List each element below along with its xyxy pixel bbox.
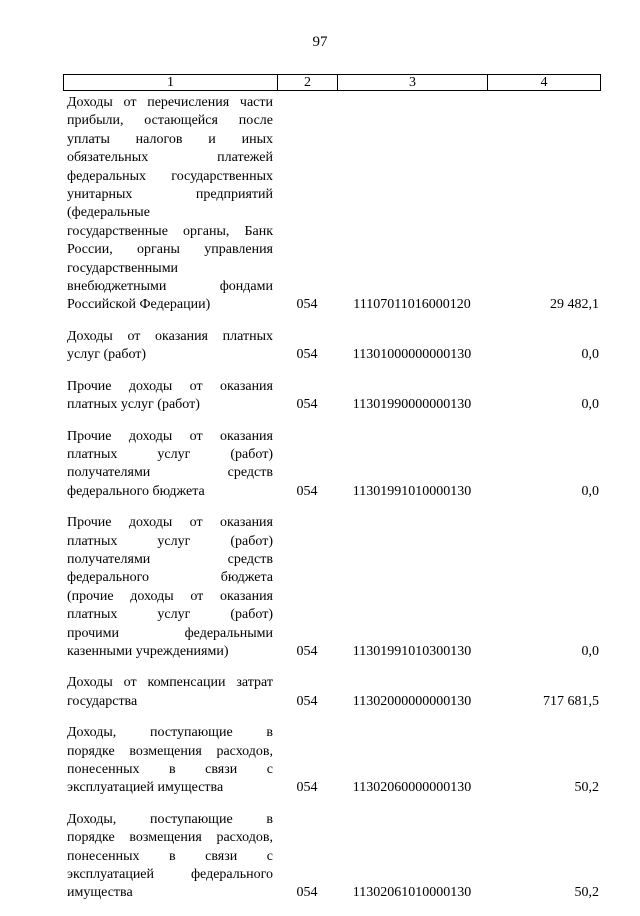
description-line: Доходы от перечисления части [67, 95, 273, 110]
row-admin-code: 054 [296, 347, 318, 363]
row-budget-code: 11302061010000130 [352, 885, 472, 901]
table-row [63, 674, 601, 711]
row-admin-code: 054 [296, 297, 318, 313]
header-col-4: 4 [540, 75, 548, 90]
table-row [63, 94, 601, 315]
row-amount: 29 482,1 [550, 297, 599, 313]
description-line: федеральных государственных [67, 168, 273, 184]
row-admin-code: 054 [296, 780, 318, 796]
table-row [63, 724, 601, 798]
row-admin-code: 054 [296, 643, 318, 659]
description-line: получателями средств [67, 551, 273, 567]
description-line: Доходы от оказания платных [67, 328, 273, 344]
description-line: казенными учреждениями) [67, 643, 229, 659]
description-line: платных услуг (работ) [67, 607, 273, 623]
row-description [63, 674, 273, 711]
table-row [63, 378, 601, 415]
table-row [63, 514, 601, 661]
description-line: унитарных предприятий [67, 187, 273, 203]
row-description [63, 811, 273, 903]
row-description [63, 378, 273, 415]
description-line: Прочие доходы от оказания [67, 428, 273, 444]
header-col-2: 2 [278, 75, 338, 90]
description-line: уплаты налогов и иных [67, 131, 273, 147]
row-budget-code: 11301990000000130 [352, 397, 472, 413]
income-table [63, 74, 601, 916]
row-budget-code: 11301000000000130 [352, 347, 472, 363]
description-line: эксплуатацией федерального [67, 867, 273, 883]
table-row [63, 428, 601, 502]
row-admin-code: 054 [296, 483, 318, 499]
description-line: понесенных в связи с [67, 762, 273, 777]
header-col-3: 3 [338, 75, 488, 90]
description-line: (федеральные [67, 205, 150, 221]
description-line: получателями средств [67, 465, 273, 481]
table-row [63, 811, 601, 903]
row-description [63, 724, 273, 798]
page-number: 97 [312, 34, 328, 50]
row-amount: 0,0 [581, 643, 599, 659]
row-admin-code: 054 [296, 693, 318, 709]
row-description [63, 428, 273, 502]
description-line: внебюджетными фондами [67, 279, 273, 295]
row-admin-code: 054 [296, 397, 318, 413]
description-line: федерального бюджета [67, 570, 273, 586]
description-line: государственные органы, Банк [67, 223, 273, 239]
description-line: Доходы от компенсации затрат [67, 675, 273, 691]
description-line: прочими федеральными [67, 625, 273, 641]
description-line: Доходы, поступающие в [67, 811, 273, 827]
row-budget-code: 11107011016000120 [353, 297, 471, 313]
row-amount: 717 681,5 [543, 693, 599, 709]
description-line: государственными [67, 260, 179, 276]
row-amount: 0,0 [581, 347, 599, 363]
description-line: платных услуг (работ) [67, 397, 200, 413]
row-budget-code: 11302060000000130 [352, 780, 472, 796]
description-line: прибыли, остающейся после [67, 113, 273, 129]
row-budget-code: 11301991010300130 [352, 643, 472, 659]
row-budget-code: 11302000000000130 [352, 693, 472, 709]
description-line: платных услуг (работ) [67, 533, 273, 549]
description-line: эксплуатацией имущества [67, 780, 224, 796]
description-line: порядке возмещения расходов, [67, 830, 273, 846]
row-budget-code: 11301991010000130 [352, 483, 472, 499]
description-line: платных услуг (работ) [67, 446, 273, 462]
description-line: Прочие доходы от оказания [67, 515, 273, 531]
description-line: Российской Федерации) [67, 297, 211, 313]
description-line: понесенных в связи с [67, 848, 273, 864]
row-amount: 50,2 [574, 780, 599, 796]
description-line: федерального бюджета [67, 483, 205, 499]
row-amount: 50,2 [574, 885, 599, 901]
row-description [63, 328, 273, 365]
table-body [63, 94, 601, 903]
description-line: имущества [67, 885, 133, 901]
description-line: обязательных платежей [67, 150, 273, 166]
row-description [63, 514, 273, 661]
description-line: России, органы управления [67, 242, 273, 258]
row-description [63, 94, 273, 315]
description-line: государства [67, 693, 138, 709]
row-amount: 0,0 [581, 483, 599, 499]
description-line: услуг (работ) [67, 347, 147, 363]
description-line: Прочие доходы от оказания [67, 378, 273, 394]
row-amount: 0,0 [581, 397, 599, 413]
description-line: (прочие доходы от оказания [67, 588, 273, 604]
row-admin-code: 054 [296, 885, 318, 901]
description-line: Доходы, поступающие в [67, 725, 273, 741]
header-col-1: 1 [64, 75, 278, 90]
description-line: порядке возмещения расходов, [67, 743, 273, 759]
table-header [63, 74, 601, 91]
table-row [63, 328, 601, 365]
